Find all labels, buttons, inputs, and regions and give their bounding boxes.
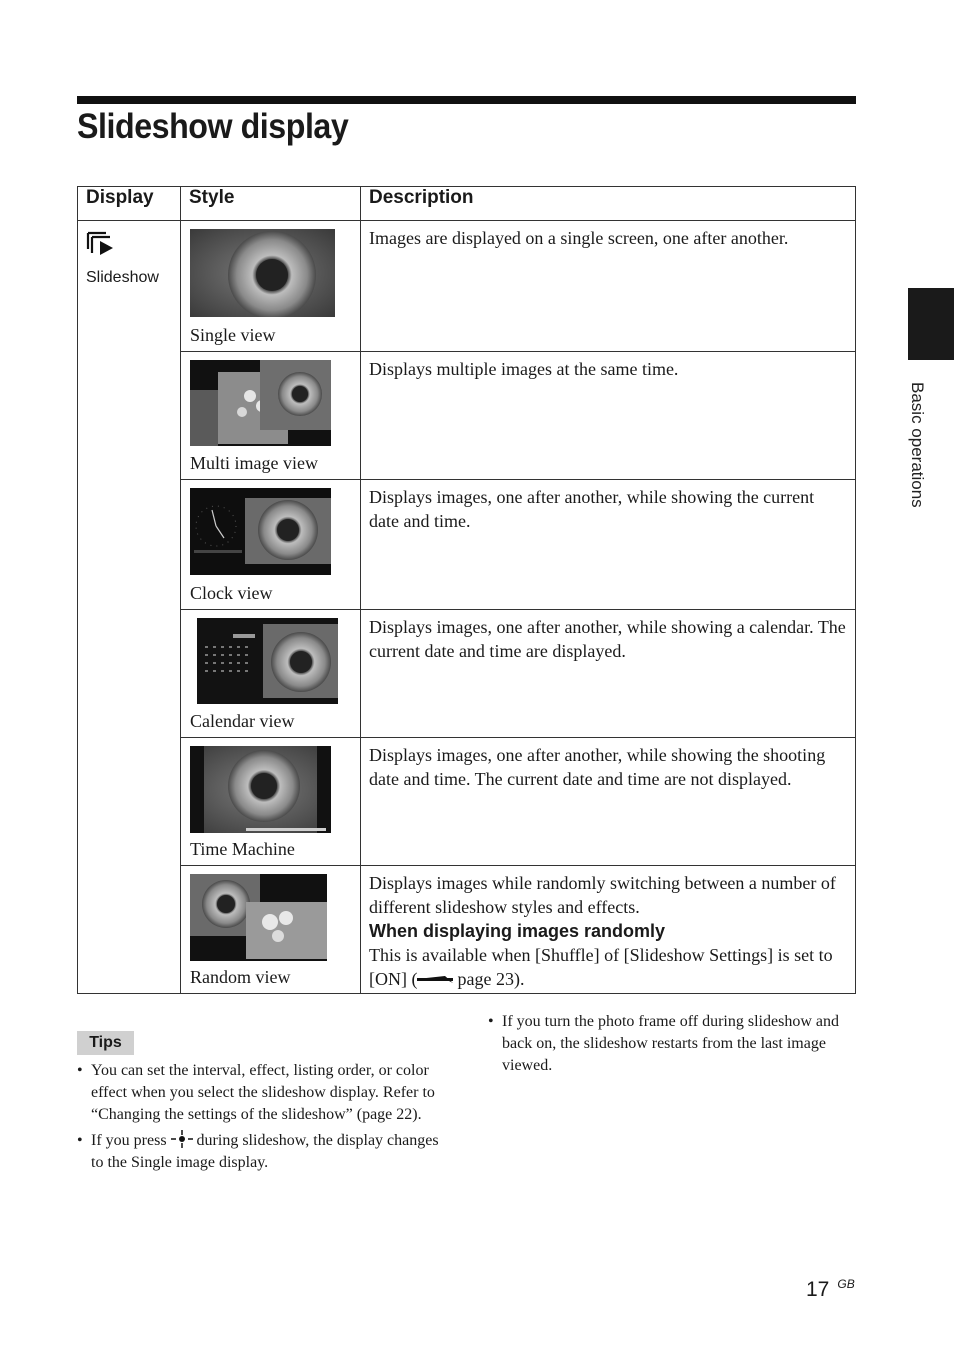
style-label: Clock view bbox=[190, 583, 273, 603]
description-cell: Displays images, one after another, while showing the current date and time. bbox=[361, 480, 856, 610]
arrow-icon bbox=[417, 972, 457, 984]
section-tab bbox=[908, 288, 954, 360]
random-note-text: This is available when [Shuffle] of [Slideshow Settings] is set to [ON] ( bbox=[369, 945, 833, 989]
random-note-page: page 23). bbox=[457, 969, 525, 989]
style-cell bbox=[181, 610, 361, 738]
style-label: Calendar view bbox=[190, 711, 295, 731]
tip-text: If you press bbox=[91, 1132, 167, 1149]
display-label: Slideshow bbox=[86, 269, 159, 286]
style-cell bbox=[181, 352, 361, 480]
style-cell bbox=[181, 738, 361, 866]
random-description: Displays images while randomly switching between a number of different slideshow styles and effects. bbox=[369, 873, 836, 917]
style-label: Multi image view bbox=[190, 453, 318, 473]
clock-view-thumbnail bbox=[190, 488, 331, 575]
header-description: Description bbox=[361, 187, 856, 221]
page-number bbox=[806, 1277, 855, 1302]
calendar-view-thumbnail bbox=[197, 618, 338, 704]
table-header-row bbox=[78, 187, 856, 221]
style-cell bbox=[181, 221, 361, 352]
random-note bbox=[369, 943, 847, 991]
page-region: GB bbox=[837, 1277, 855, 1291]
style-label: Time Machine bbox=[190, 839, 295, 859]
style-cell bbox=[181, 866, 361, 994]
table-row bbox=[78, 352, 856, 480]
title-rule bbox=[77, 96, 856, 104]
table-row bbox=[78, 221, 856, 352]
slideshow-icon bbox=[86, 231, 116, 257]
style-label: Random view bbox=[190, 967, 291, 987]
description-cell: Displays images, one after another, while showing a calendar. The current date and time are displayed. bbox=[361, 610, 856, 738]
description-cell: Displays images, one after another, while showing the shooting date and time. The current date and time are not displayed. bbox=[361, 738, 856, 866]
list-item bbox=[77, 1130, 447, 1174]
list-item: • You can set the interval, effect, listing order, or color effect when you select the slideshow display. Refer to “Changing the settings of the slideshow” (page 22). bbox=[77, 1060, 447, 1126]
tips-list-right bbox=[488, 1011, 843, 1081]
style-cell bbox=[181, 480, 361, 610]
random-view-thumbnail bbox=[190, 874, 327, 961]
header-style: Style bbox=[181, 187, 361, 221]
time-machine-thumbnail bbox=[190, 746, 331, 833]
tip-text: during slideshow, the display changes to the Single image display. bbox=[91, 1132, 439, 1171]
slideshow-styles-table bbox=[77, 186, 856, 994]
table-row bbox=[78, 480, 856, 610]
table-row bbox=[78, 610, 856, 738]
dpad-center-icon bbox=[171, 1130, 193, 1148]
list-item: • If you turn the photo frame off during slideshow and back on, the slideshow restarts from the last image viewed. bbox=[488, 1011, 843, 1077]
table-row bbox=[78, 866, 856, 994]
page-number-value: 17 bbox=[806, 1278, 830, 1301]
tips-list bbox=[77, 1060, 447, 1178]
tips-badge: Tips bbox=[77, 1031, 134, 1055]
table-row bbox=[78, 738, 856, 866]
random-subheading: When displaying images randomly bbox=[369, 921, 666, 941]
display-cell bbox=[78, 221, 181, 994]
style-label: Single view bbox=[190, 325, 276, 345]
single-view-thumbnail bbox=[190, 229, 335, 317]
description-cell bbox=[361, 866, 856, 994]
description-cell: Displays multiple images at the same time. bbox=[361, 352, 856, 480]
section-side-label: Basic operations bbox=[908, 382, 927, 508]
page-title: Slideshow display bbox=[77, 107, 349, 146]
header-display: Display bbox=[78, 187, 181, 221]
multi-image-view-thumbnail bbox=[190, 360, 331, 446]
description-cell: Images are displayed on a single screen, one after another. bbox=[361, 221, 856, 352]
